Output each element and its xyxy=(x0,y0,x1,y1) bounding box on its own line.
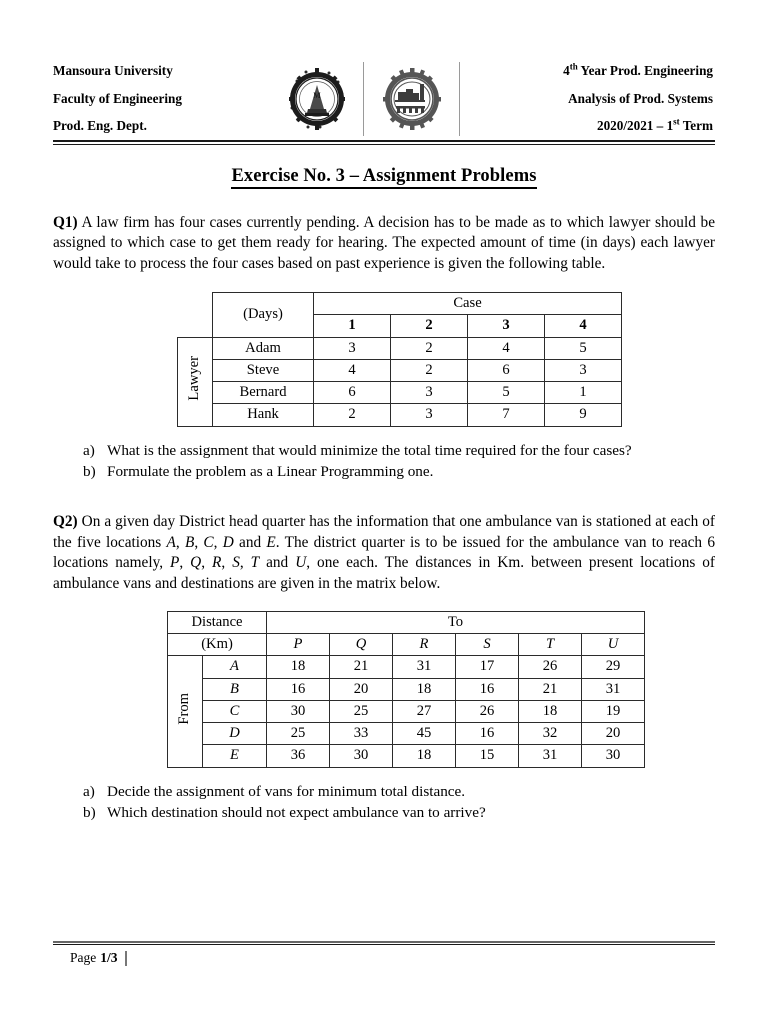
table2-cell: 18 xyxy=(267,656,330,678)
table2-cell: 16 xyxy=(456,723,519,745)
table1-row-label: Hank xyxy=(213,404,314,426)
header-left-line-2: Faculty of Engineering xyxy=(53,90,182,106)
from-to-distance-table xyxy=(167,611,645,768)
table2-cell: 18 xyxy=(519,700,582,722)
table-row xyxy=(168,700,645,722)
question-2-item-b-text: Which destination should not expect ambulance van to arrive? xyxy=(107,803,486,821)
table1-cell: 2 xyxy=(391,359,468,381)
question-1-paragraph xyxy=(53,213,715,274)
mansoura-university-seal-cell xyxy=(271,62,364,136)
table-row xyxy=(178,359,622,381)
table2-cell: 27 xyxy=(393,700,456,722)
footer-divider xyxy=(53,941,715,945)
table2-cell: 33 xyxy=(330,723,393,745)
table2-cell: 29 xyxy=(582,656,645,678)
table2-corner-label-line2: (Km) xyxy=(168,634,267,656)
table2-cell: 25 xyxy=(267,723,330,745)
table1-col-header-4: 4 xyxy=(545,315,622,337)
document-footer xyxy=(53,941,715,966)
table1-corner-label: (Days) xyxy=(213,293,314,338)
question-1-item-a-text: What is the assignment that would minimize the total time required for the four cases? xyxy=(107,441,632,459)
table1-empty-corner-2 xyxy=(178,315,213,337)
question-2-item-a-marker: a) xyxy=(83,782,95,800)
table2-corner-label-line1: Distance xyxy=(168,611,267,633)
table2-cell: 21 xyxy=(519,678,582,700)
table1-cell: 2 xyxy=(314,404,391,426)
question-1-item-b-marker: b) xyxy=(83,462,96,480)
table-row-column-headers xyxy=(168,634,645,656)
table-row-header-group xyxy=(168,611,645,633)
table1-row-label: Steve xyxy=(213,359,314,381)
footer-page-word: Page xyxy=(70,950,97,965)
table2-cell: 32 xyxy=(519,723,582,745)
table2-cell: 21 xyxy=(330,656,393,678)
table2-row-label: D xyxy=(203,723,267,745)
table2-cell: 19 xyxy=(582,700,645,722)
table2-cell: 30 xyxy=(267,700,330,722)
table-row xyxy=(168,745,645,767)
table1-col-header-3: 3 xyxy=(468,315,545,337)
table2-col-header-t: T xyxy=(519,634,582,656)
lawyer-case-days-table xyxy=(177,292,622,427)
footer-cursor-bar xyxy=(125,951,127,966)
table2-cell: 26 xyxy=(519,656,582,678)
table1-row-label: Bernard xyxy=(213,382,314,404)
table2-cell: 20 xyxy=(330,678,393,700)
table1-empty-corner xyxy=(178,293,213,315)
header-right-line-2: Analysis of Prod. Systems xyxy=(568,90,713,106)
header-left-line-3: Prod. Eng. Dept. xyxy=(53,118,147,134)
list-item xyxy=(83,803,715,824)
table1-col-header-2: 2 xyxy=(391,315,468,337)
table2-cell: 18 xyxy=(393,745,456,767)
table1-cell: 3 xyxy=(391,382,468,404)
table2-cell: 36 xyxy=(267,745,330,767)
table-2-wrapper xyxy=(53,611,715,768)
table2-cell: 45 xyxy=(393,723,456,745)
table2-cell: 31 xyxy=(393,656,456,678)
table2-col-header-p: P xyxy=(267,634,330,656)
question-2-text: On a given day District head quarter has the information that one ambulance van is stationed at each of the five locations A, B, C, D and E. The district quarter is to be issued for the ambulance van to reach 6 locations namely, P, Q, R, S, T and U, one each. The distances in Km. between present locations of ambulance vans and destinations are given in the matrix below. xyxy=(53,513,715,592)
table2-col-header-u: U xyxy=(582,634,645,656)
table-row xyxy=(178,404,622,426)
table2-col-header-q: Q xyxy=(330,634,393,656)
page-title xyxy=(53,166,715,187)
question-1-subitems xyxy=(53,441,715,483)
table2-cell: 31 xyxy=(582,678,645,700)
table1-row-group-label: Lawyer xyxy=(178,337,213,426)
mansoura-university-seal-icon xyxy=(286,65,348,133)
table1-cell: 1 xyxy=(545,382,622,404)
table1-group-header: Case xyxy=(314,293,622,315)
document-header xyxy=(53,0,715,136)
table2-cell: 31 xyxy=(519,745,582,767)
table-row xyxy=(168,678,645,700)
table2-cell: 30 xyxy=(582,745,645,767)
table2-cell: 26 xyxy=(456,700,519,722)
header-divider xyxy=(53,140,715,145)
question-2-item-b-marker: b) xyxy=(83,803,96,821)
svg-text:M: M xyxy=(313,91,321,100)
table1-cell: 3 xyxy=(391,404,468,426)
question-1-text: A law firm has four cases currently pending. A decision has to be made as to which lawyer should be assigned to which case to get them ready for hearing. The expected amount of time (in days) each lawyer would take to process the four cases based on past experience is given the following table. xyxy=(53,214,715,272)
table1-cell: 6 xyxy=(468,359,545,381)
table-row xyxy=(168,723,645,745)
table1-cell: 2 xyxy=(391,337,468,359)
table2-row-label: C xyxy=(203,700,267,722)
table2-row-group-label: From xyxy=(168,656,203,767)
table1-cell: 4 xyxy=(314,359,391,381)
table1-col-header-1: 1 xyxy=(314,315,391,337)
table2-cell: 16 xyxy=(267,678,330,700)
table2-cell: 17 xyxy=(456,656,519,678)
header-right-text xyxy=(460,62,715,136)
table2-row-label: B xyxy=(203,678,267,700)
table1-row-label: Adam xyxy=(213,337,314,359)
table-row-header-group xyxy=(178,293,622,315)
table1-cell: 6 xyxy=(314,382,391,404)
question-2-paragraph xyxy=(53,512,715,593)
table2-cell: 30 xyxy=(330,745,393,767)
table2-cell: 15 xyxy=(456,745,519,767)
list-item xyxy=(83,462,715,483)
list-item xyxy=(83,782,715,803)
table1-cell: 7 xyxy=(468,404,545,426)
table2-row-label: E xyxy=(203,745,267,767)
table-row xyxy=(178,382,622,404)
question-2-subitems xyxy=(53,782,715,824)
page-number-block xyxy=(53,950,715,966)
question-2-label: Q2) xyxy=(53,513,78,531)
table1-cell: 3 xyxy=(314,337,391,359)
page-title-text: Exercise No. 3 – Assignment Problems xyxy=(231,166,536,189)
table2-group-header: To xyxy=(267,611,645,633)
table2-col-header-r: R xyxy=(393,634,456,656)
footer-page-number: 1/3 xyxy=(100,950,118,965)
table1-cell: 4 xyxy=(468,337,545,359)
question-2-item-a-text: Decide the assignment of vans for minimum total distance. xyxy=(107,782,466,800)
table2-cell: 25 xyxy=(330,700,393,722)
table2-cell: 20 xyxy=(582,723,645,745)
question-1-label: Q1) xyxy=(53,214,78,231)
table-1-wrapper xyxy=(53,292,715,427)
table1-cell: 5 xyxy=(545,337,622,359)
question-1-item-b-text: Formulate the problem as a Linear Programming one. xyxy=(107,462,434,480)
table2-cell: 18 xyxy=(393,678,456,700)
table2-col-header-s: S xyxy=(456,634,519,656)
production-engineering-dept-seal-icon xyxy=(381,66,443,132)
production-engineering-dept-seal-cell xyxy=(364,62,460,136)
list-item xyxy=(83,441,715,462)
header-right-line-3: 2020/2021 – 1st Term xyxy=(596,116,713,134)
question-1-item-a-marker: a) xyxy=(83,441,95,459)
table1-cell: 9 xyxy=(545,404,622,426)
table2-row-label: A xyxy=(203,656,267,678)
table-row xyxy=(178,337,622,359)
table1-cell: 5 xyxy=(468,382,545,404)
header-left-line-1: Mansoura University xyxy=(53,63,173,78)
table2-cell: 16 xyxy=(456,678,519,700)
header-left-text xyxy=(53,62,271,136)
table-row xyxy=(168,656,645,678)
header-right-line-1: 4th Year Prod. Engineering xyxy=(563,61,713,78)
table1-cell: 3 xyxy=(545,359,622,381)
